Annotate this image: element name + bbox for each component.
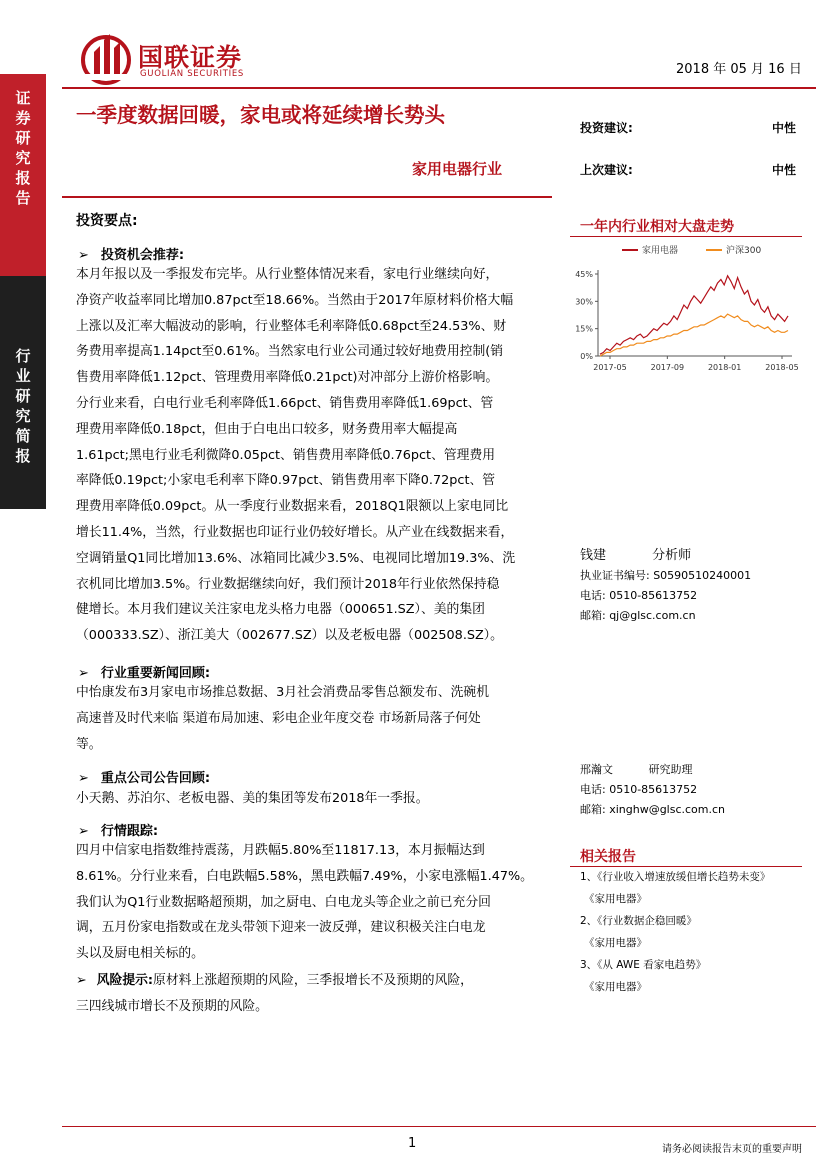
text-line: 本月年报以及一季报发布完毕。从行业整体情况来看，家电行业继续向好， [76,267,499,282]
y-tick-label: 15% [575,324,593,334]
sidebar-bottom-label: 行业研究简报 [15,347,31,465]
section-title-announcements: ➢ 重点公司公告回顾: [78,771,211,786]
investment-paragraph [76,262,546,649]
section-title-investment: ➢ 投资机会推荐: [78,248,185,263]
y-tick-label: 0% [580,352,593,361]
page-number: 1 [408,1136,417,1151]
text-line: 8.61%。分行业来看，白电跌幅5.58%，黑电跌幅7.49%，小家电涨幅1.47%。 [76,868,533,884]
related-report-category: 《家用电器》 [584,893,647,905]
text-line: 分行业来看，白电行业毛利率降低1.66pct、销售费用率降低1.69pct、管 [76,395,494,411]
x-tick-label: 2017-05 [593,363,627,372]
text-line: 等。 [76,736,102,752]
text-line: 理费用率降低0.18pct，但由于白电出口较多，财务费用率大幅提高 [76,421,458,437]
analyst-2-email[interactable]: 邮箱: xinghw@glsc.com.cn [580,803,726,816]
text-line: 净资产收益率同比增加0.87pct至18.66%。当然由于2017年原材料价格大幅 [76,292,514,308]
risk-text: 原材料上涨超预期的风险，三季报增长不及预期的风险， [153,973,473,988]
analyst-2-name: 邢瀚文 [580,763,613,776]
footer-disclaimer: 请务必阅读报告末页的重要声明 [662,1144,802,1155]
text-line: 健增长。本月我们建议关注家电龙头格力电器（000651.SZ）、美的集团 [76,602,485,618]
section-title-text: 重点公司公告回顾: [100,771,211,786]
report-title: 一季度数据回暖，家电或将延续增长势头 [76,103,445,127]
rating-label: 投资建议: [580,121,633,135]
related-report-category: 《家用电器》 [584,937,647,949]
title-divider [62,196,552,198]
text-line: （000333.SZ）、浙江美大（002677.SZ）以及老板电器（002508.SZ）。 [76,628,503,644]
related-report-item[interactable]: 3、《从 AWE 看家电趋势》 [580,959,707,971]
text-line: 理费用率降低0.09pct。从一季度行业数据来看，2018Q1限额以上家电同比 [76,499,509,515]
previous-rating-label: 上次建议: [580,163,633,177]
related-report-item[interactable]: 1、《行业收入增速放缓但增长趋势未变》 [580,871,771,883]
relative-performance-chart [570,238,802,378]
text-line: 空调销量Q1同比增加13.6%、冰箱同比减少3.5%、电视同比增加19.3%、洗 [76,550,516,566]
y-tick-label: 45% [575,270,593,279]
industry-name: 家用电器行业 [412,160,503,178]
analyst-1-details [580,566,751,626]
analyst-1-header [580,546,691,566]
text-line: 上涨以及汇率大幅波动的影响，行业整体毛利率降低0.68pct至24.53%、财 [76,318,507,334]
report-date: 2018 年 05 月 16 日 [676,62,802,77]
analyst-1-title: 分析师 [652,548,692,563]
analyst-1-name: 钱建 [580,548,607,563]
sidebar-report-category [0,276,46,509]
key-points-heading: 投资要点: [76,213,138,229]
section-title-market: ➢ 行情跟踪: [78,824,159,839]
y-tick-label: 30% [575,297,593,307]
text-line: 调，五月份家电指数或在龙头带领下迎来一波反弹，建议积极关注白电龙 [76,920,486,936]
analyst-2-details [580,780,725,820]
x-tick-label: 2017-09 [650,363,685,372]
brand-name-cn: 国联证券 [138,43,243,72]
section-title-news: ➢ 行业重要新闻回顾: [78,666,211,681]
related-reports-list [580,866,770,998]
related-report-category: 《家用电器》 [584,981,647,993]
chart-divider [570,236,802,237]
text-line: 务费用率提高1.14pct至0.61%。当然家电行业公司通过较好地费用控制(销 [76,344,504,360]
market-paragraph [76,838,546,967]
related-reports-title: 相关报告 [580,849,636,865]
analyst-1-email[interactable]: 邮箱: qj@glsc.com.cn [580,609,696,622]
text-line: 衣机同比增加3.5%。行业数据继续向好，我们预计2018年行业依然保持稳 [76,576,500,592]
analyst-1-phone: 电话: 0510-85613752 [580,589,698,602]
risk-line: ➢ 风险提示:原材料上涨超预期的风险，三季报增长不及预期的风险， [76,973,473,988]
section-title-text: 行情跟踪: [100,824,159,839]
text-line: 小天鹅、苏泊尔、老板电器、美的集团等发布2018年一季报。 [76,791,429,806]
analyst-2-header [580,760,693,780]
risk-paragraph [76,968,546,1020]
chart-section-title: 一年内行业相对大盘走势 [580,219,734,235]
text-line: 增长11.4%，当然，行业数据也印证行业仍较好增长。从产业在线数据来看， [76,524,514,540]
header-divider [62,87,816,89]
brand-name-en: GUOLIAN SECURITIES [140,69,245,79]
text-line: 四月中信家电指数维持震荡，月跌幅5.80%至11817.13，本月振幅达到 [76,843,485,858]
text-line: 高速普及时代来临 渠道布局加速、彩电企业年度交卷 市场新局落子何处 [76,710,481,726]
sidebar-report-type [0,74,46,276]
series-line-1 [600,276,788,354]
news-paragraph [76,680,546,757]
text-line: 三四线城市增长不及预期的风险。 [76,998,268,1014]
previous-rating-value: 中性 [772,163,797,177]
announcements-paragraph [76,786,546,812]
footer-divider [62,1126,816,1127]
text-line: 售费用率降低1.12pct、管理费用率降低0.21pct)对冲部分上游价格影响。 [76,370,499,386]
text-line: 中怡康发布3月家电市场推总数据、3月社会消费品零售总额发布、洗碗机 [76,685,489,700]
text-line: 头以及厨电相关标的。 [76,946,204,962]
analyst-1-cert: 执业证书编号: S0590510240001 [580,569,752,582]
rating-value: 中性 [772,121,797,135]
section-title-text: 投资机会推荐: [100,248,185,263]
sidebar-top-label: 证券研究报告 [15,89,31,207]
series-line-2 [600,314,788,356]
legend-label-1: 家用电器 [642,246,679,256]
x-tick-label: 2018-05 [765,363,799,372]
text-line: 率降低0.19pct;小家电毛利率下降0.97pct、销售费用率下降0.72pct、管 [76,473,496,489]
logo-icon [80,30,136,86]
analyst-2-phone: 电话: 0510-85613752 [580,783,698,796]
text-line: 我们认为Q1行业数据略超预期，加之厨电、白电龙头等企业之前已充分回 [76,894,491,910]
text-line: 1.61pct;黑电行业毛利微降0.05pct、销售费用率降低0.76pct、管理费用 [76,447,496,463]
related-report-item[interactable]: 2、《行业数据企稳回暖》 [580,915,697,927]
analyst-2-title: 研究助理 [648,763,693,776]
section-title-text: 行业重要新闻回顾: [100,666,211,681]
legend-label-2: 沪深300 [726,246,762,256]
x-tick-label: 2018-01 [707,363,742,372]
risk-title: 风险提示: [96,973,154,988]
